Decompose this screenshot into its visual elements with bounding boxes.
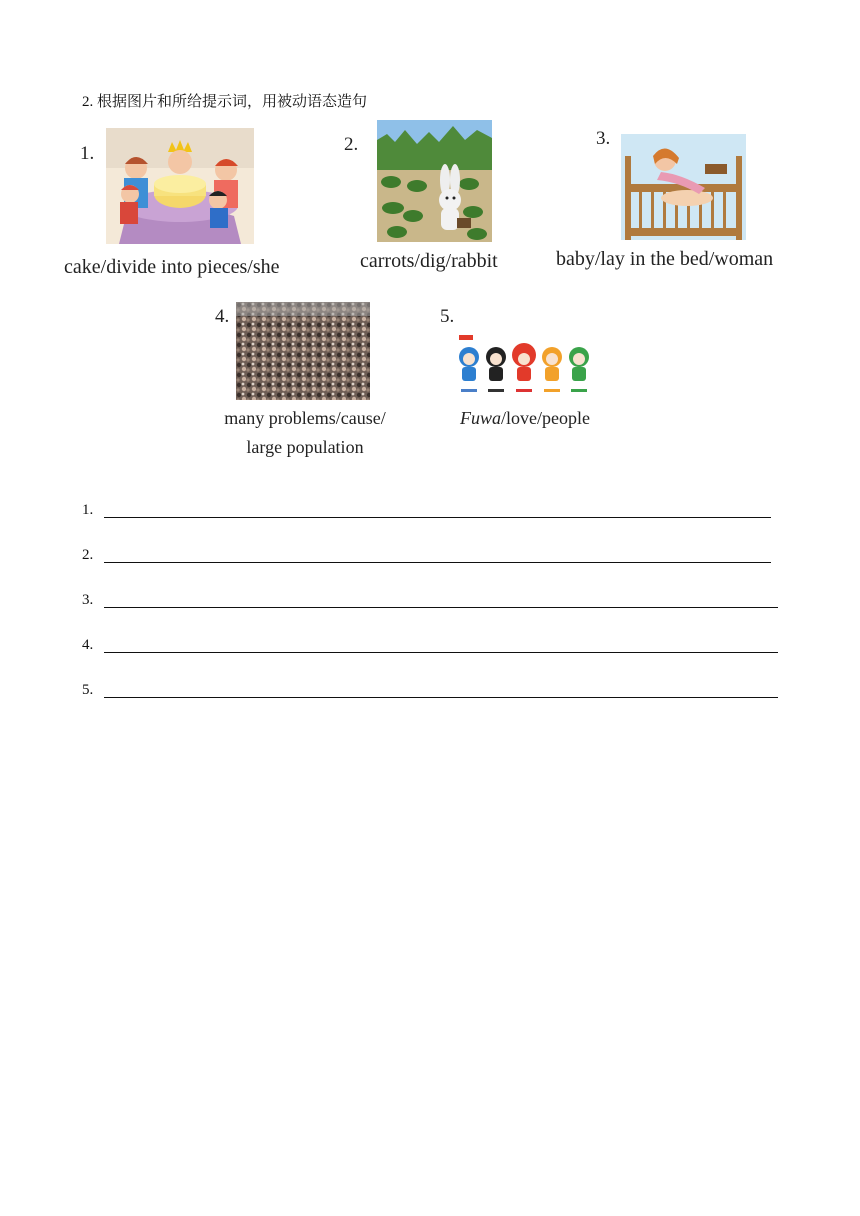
answer-number-4: 4. <box>82 637 94 653</box>
picture-number-5: 5. <box>440 306 455 327</box>
picture-number-2: 2. <box>344 134 359 155</box>
answer-number-1: 1. <box>82 502 94 518</box>
family-dinner-cake-picture <box>106 128 254 244</box>
picture-caption-2: carrots/dig/rabbit <box>360 250 498 272</box>
answer-line-1[interactable] <box>104 517 771 518</box>
answer-line-5[interactable] <box>104 697 778 698</box>
picture-number-1: 1. <box>80 143 95 164</box>
picture-caption-3: baby/lay in the bed/woman <box>556 248 774 270</box>
fuwa-mascots-picture <box>455 335 593 401</box>
picture-number-4: 4. <box>215 306 230 327</box>
picture-caption-5-rest: /love/people <box>501 408 590 428</box>
picture-caption-5-fuwa: Fuwa <box>460 408 502 428</box>
exercise-heading: 2. 根据图片和所给提示词，用被动语态造句 <box>82 94 368 110</box>
answer-number-5: 5. <box>82 682 94 698</box>
answer-number-3: 3. <box>82 592 94 608</box>
answer-line-3[interactable] <box>104 607 778 608</box>
picture-number-3: 3. <box>596 128 611 149</box>
woman-baby-crib-picture <box>621 134 746 240</box>
picture-caption-4 <box>210 404 400 462</box>
answer-number-2: 2. <box>82 547 94 563</box>
crowd-picture <box>236 302 370 400</box>
picture-caption-1: cake/divide into pieces/she <box>64 256 280 278</box>
picture-caption-5 <box>440 404 610 433</box>
rabbit-in-garden-picture <box>377 120 492 242</box>
picture-caption-4-line1: many problems/cause/ <box>224 408 386 428</box>
answer-line-2[interactable] <box>104 562 771 563</box>
answer-line-4[interactable] <box>104 652 778 653</box>
picture-caption-4-line2: large population <box>246 437 364 457</box>
